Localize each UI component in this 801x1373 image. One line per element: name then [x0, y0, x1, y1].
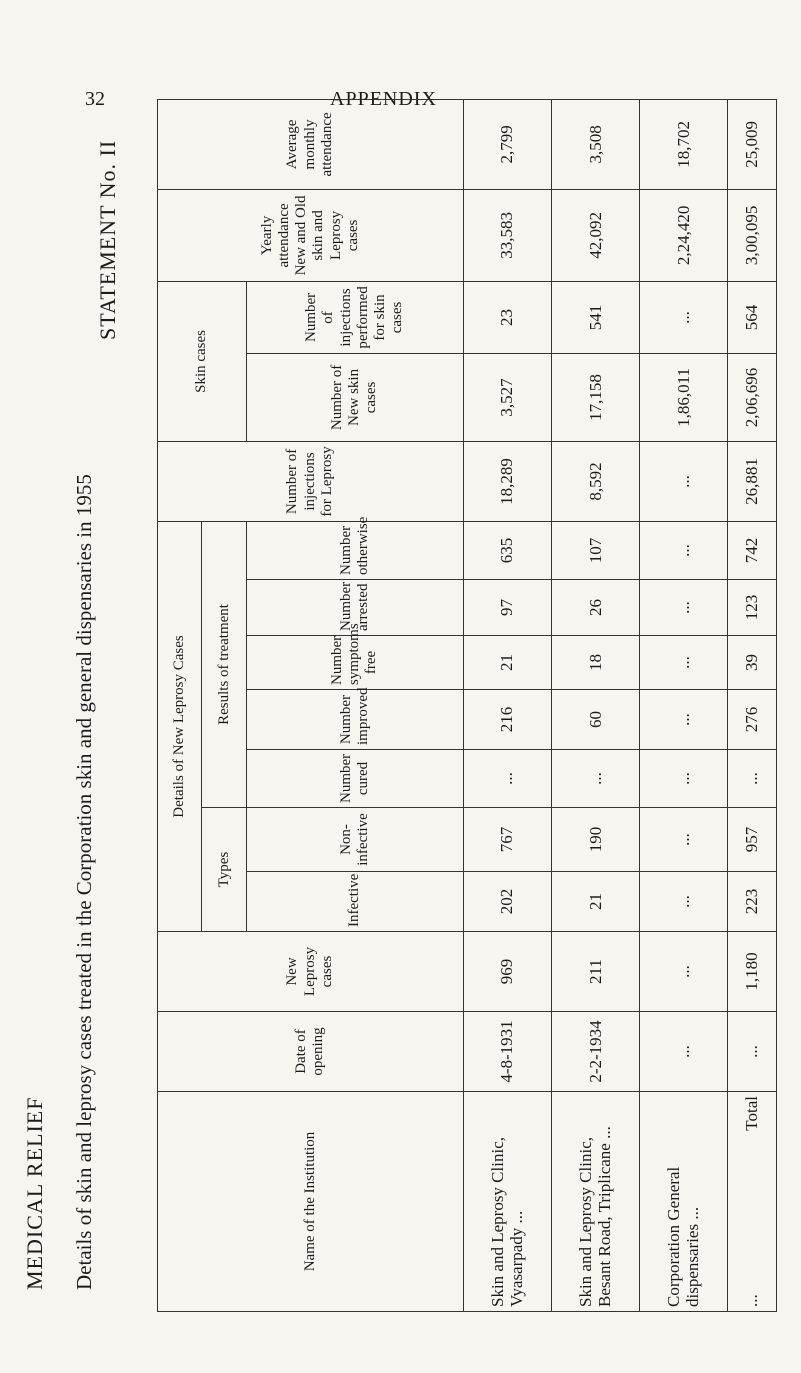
otherwise-cell: 107	[551, 521, 639, 579]
infective-cell: 21	[551, 872, 639, 932]
cured-cell: ...	[639, 750, 727, 808]
yearly-attendance-cell: 42,092	[551, 189, 639, 281]
non-infective-cell: 190	[551, 808, 639, 872]
skin-group-header: Skin cases	[158, 281, 247, 441]
col-otherwise-header: Number otherwise	[246, 521, 463, 579]
col-new-skin-header: Number of New skin cases	[246, 353, 463, 441]
header-row-1	[158, 99, 202, 1311]
symptoms-free-cell: ...	[639, 636, 727, 690]
col-skin-injections-header: Number of injections performed for skin cases	[246, 281, 463, 353]
leader-dots: ...	[595, 1126, 615, 1139]
col-symptoms-free-header: Number symptoms free	[246, 636, 463, 690]
improved-cell: ...	[639, 690, 727, 750]
section-title: MEDICAL RELIEF	[22, 1096, 47, 1290]
yearly-attendance-cell: 2,24,420	[639, 189, 727, 281]
results-group-header: Results of treatment	[202, 521, 246, 807]
skin-injections-cell: ...	[639, 281, 727, 353]
types-group-header: Types	[202, 808, 246, 932]
injections-cell: ...	[639, 441, 727, 521]
details-group-header: Details of New Leprosy Cases	[158, 521, 202, 931]
improved-cell: 276	[727, 690, 776, 750]
page-number: 32	[85, 88, 105, 110]
otherwise-cell: 742	[727, 521, 776, 579]
new-skin-cell: 17,158	[551, 353, 639, 441]
table-row	[639, 99, 727, 1311]
statement-table-container	[157, 100, 777, 1312]
non-infective-cell: ...	[639, 808, 727, 872]
col-avg-attendance-header: Average monthly attendance	[158, 99, 464, 189]
leader-dots: ...	[507, 1210, 527, 1224]
new-leprosy-cell: ...	[639, 932, 727, 1012]
col-cured-header: Number cured	[246, 750, 463, 808]
col-date-header: Date of opening	[158, 1012, 464, 1092]
avg-attendance-cell: 3,508	[551, 99, 639, 189]
new-skin-cell: 2,06,696	[727, 353, 776, 441]
table-caption: Details of skin and leprosy cases treated in the Corporation skin and general dispensaries in 1955	[72, 474, 96, 1290]
col-improved-header: Number improved	[246, 690, 463, 750]
arrested-cell: 26	[551, 580, 639, 636]
avg-attendance-cell: 2,799	[463, 99, 551, 189]
skin-injections-cell: 564	[727, 281, 776, 353]
new-leprosy-cell: 1,180	[727, 932, 776, 1012]
cured-cell: ...	[727, 750, 776, 808]
leader-dots: ...	[742, 1294, 762, 1307]
total-label: Total	[742, 1096, 762, 1131]
non-infective-cell: 957	[727, 808, 776, 872]
arrested-cell: 97	[463, 580, 551, 636]
col-yearly-attendance-header: Yearly attendance New and Old skin and Leprosy cases	[158, 189, 464, 281]
improved-cell: 216	[463, 690, 551, 750]
institution-name-text: Corporation General dispensaries	[663, 1166, 703, 1307]
table-row	[551, 99, 639, 1311]
table-row	[463, 99, 551, 1311]
total-row	[727, 99, 776, 1311]
institution-name	[463, 1092, 551, 1312]
skin-injections-cell: 23	[463, 281, 551, 353]
symptoms-free-cell: 21	[463, 636, 551, 690]
infective-cell: 202	[463, 872, 551, 932]
institution-name	[639, 1092, 727, 1312]
cured-cell: ...	[463, 750, 551, 808]
col-arrested-header: Number arrested	[246, 580, 463, 636]
injections-cell: 8,592	[551, 441, 639, 521]
skin-injections-cell: 541	[551, 281, 639, 353]
institution-name	[551, 1092, 639, 1312]
statement-table	[157, 99, 777, 1312]
date-cell: 4-8-1931	[463, 1012, 551, 1092]
new-skin-cell: 1,86,011	[639, 353, 727, 441]
date-cell: 2-2-1934	[551, 1012, 639, 1092]
new-leprosy-cell: 969	[463, 932, 551, 1012]
arrested-cell: ...	[639, 580, 727, 636]
arrested-cell: 123	[727, 580, 776, 636]
injections-cell: 26,881	[727, 441, 776, 521]
new-skin-cell: 3,527	[463, 353, 551, 441]
col-new-leprosy-header: New Leprosy cases	[158, 932, 464, 1012]
infective-cell: ...	[639, 872, 727, 932]
cured-cell: ...	[551, 750, 639, 808]
col-non-infective-header: Non-infective	[246, 808, 463, 872]
col-infective-header: Infective	[246, 872, 463, 932]
date-cell: ...	[639, 1012, 727, 1092]
otherwise-cell: 635	[463, 521, 551, 579]
infective-cell: 223	[727, 872, 776, 932]
avg-attendance-cell: 18,702	[639, 99, 727, 189]
otherwise-cell: ...	[639, 521, 727, 579]
col-injections-header: Number of injections for Leprosy	[158, 441, 464, 521]
symptoms-free-cell: 39	[727, 636, 776, 690]
leader-dots: ...	[683, 1206, 703, 1220]
symptoms-free-cell: 18	[551, 636, 639, 690]
injections-cell: 18,289	[463, 441, 551, 521]
non-infective-cell: 767	[463, 808, 551, 872]
date-cell: ...	[727, 1012, 776, 1092]
improved-cell: 60	[551, 690, 639, 750]
institution-name-text: Skin and Leprosy Clinic, Besant Road, Triplicane	[575, 1137, 615, 1307]
yearly-attendance-cell: 33,583	[463, 189, 551, 281]
avg-attendance-cell: 25,009	[727, 99, 776, 189]
institution-name-text: Skin and Leprosy Clinic, Vyasarpady	[487, 1137, 527, 1307]
new-leprosy-cell: 211	[551, 932, 639, 1012]
yearly-attendance-cell: 3,00,095	[727, 189, 776, 281]
col-name-header: Name of the Institution	[158, 1092, 464, 1312]
total-label-cell	[727, 1092, 776, 1312]
running-title: APPENDIX	[330, 88, 437, 110]
statement-number: STATEMENT No. II	[95, 139, 120, 340]
